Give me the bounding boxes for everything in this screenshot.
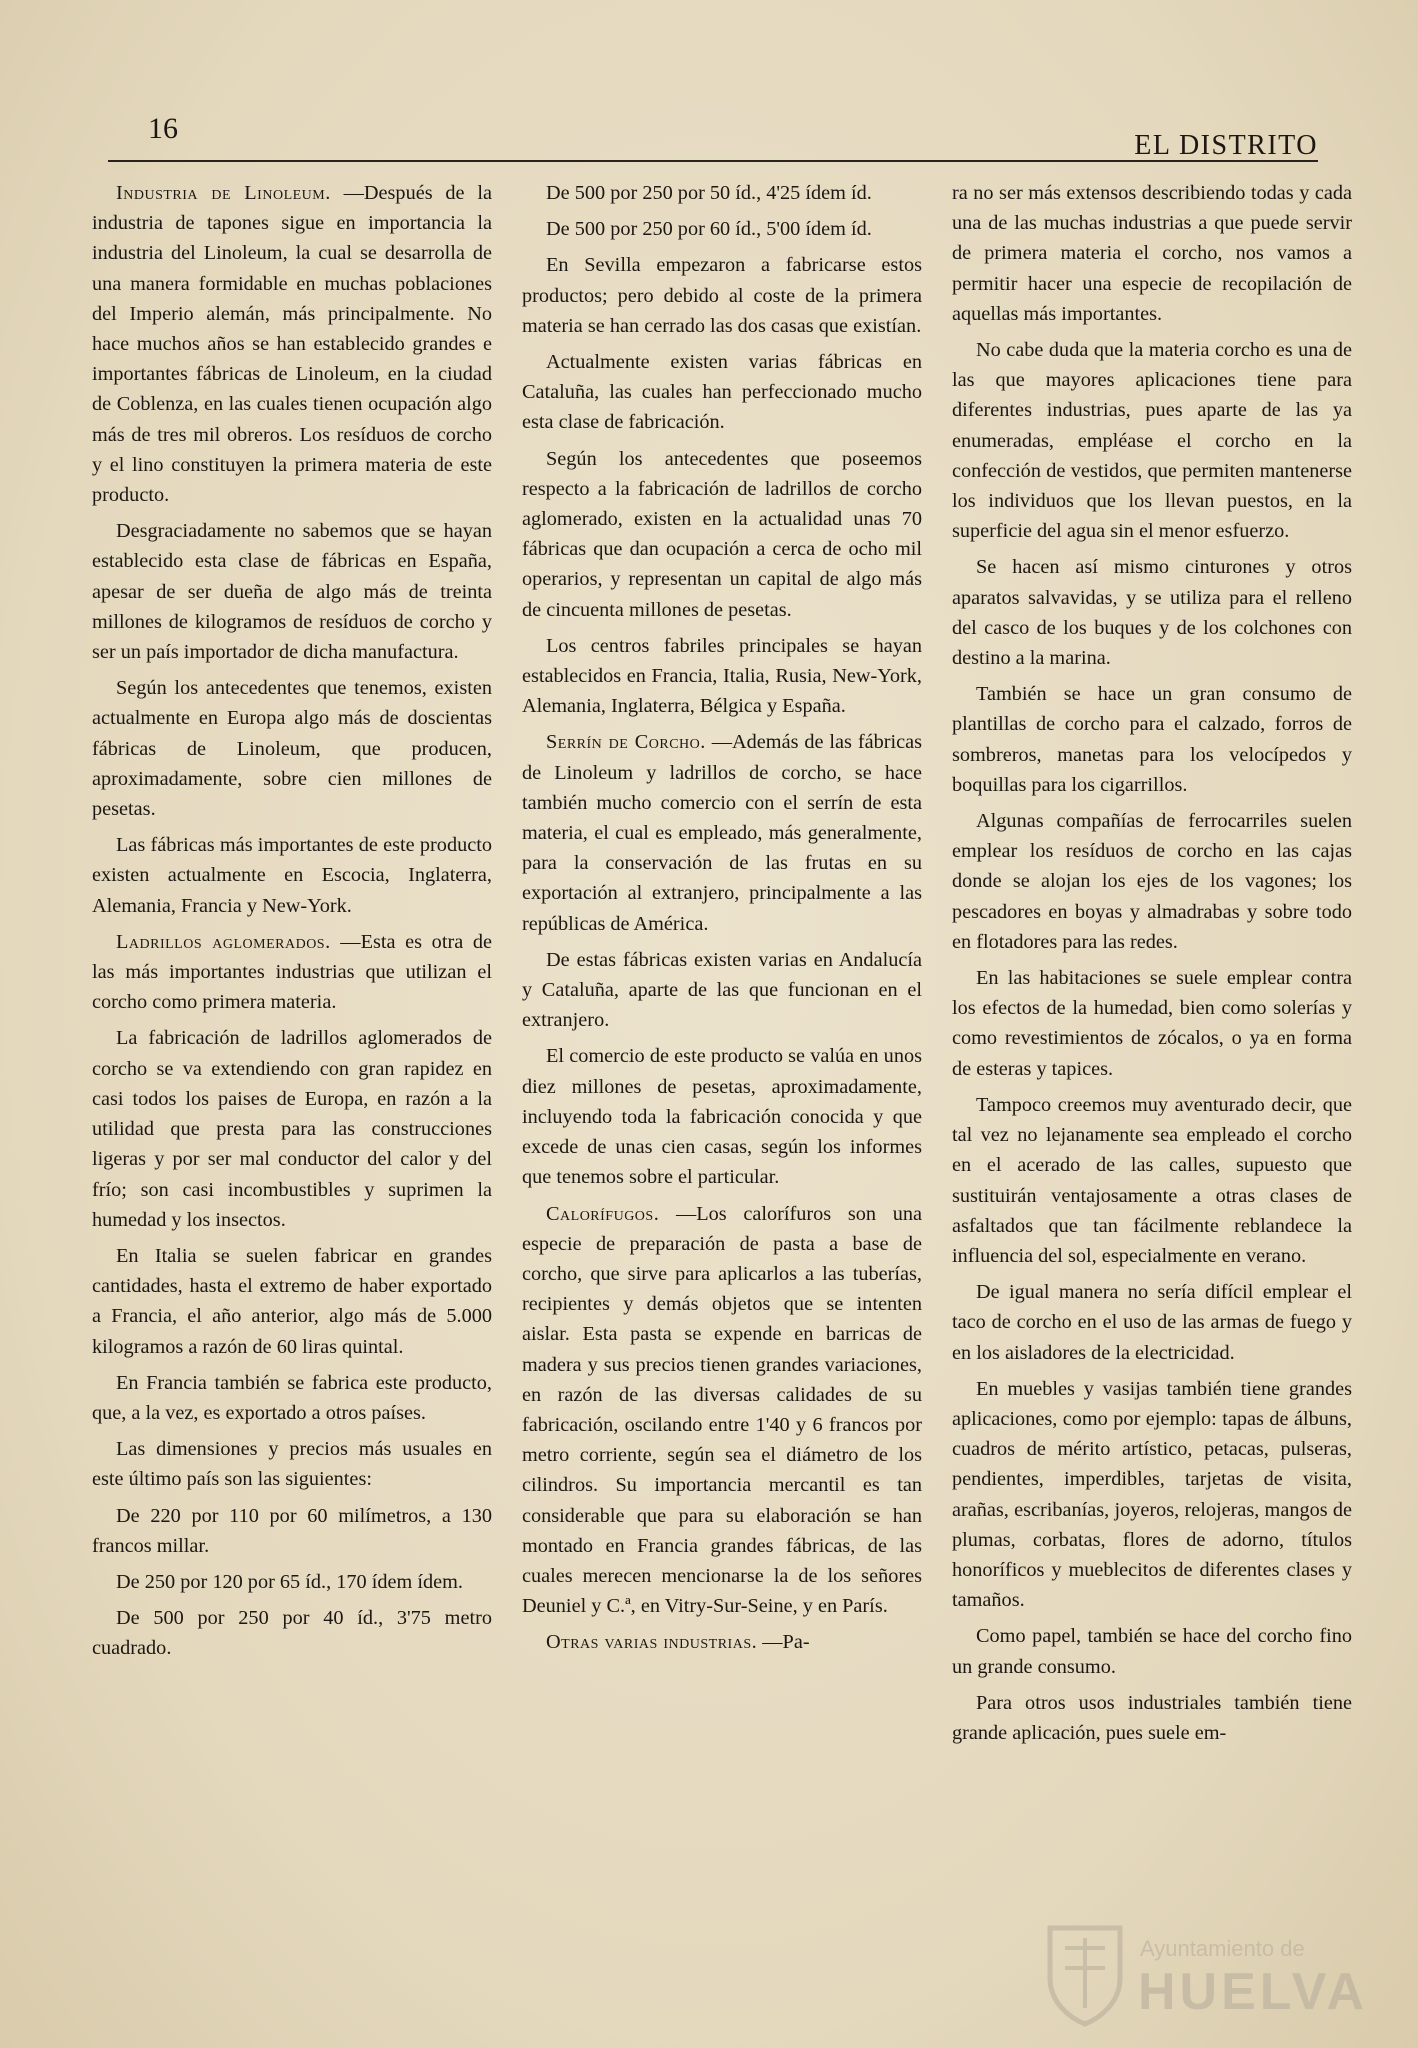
paragraph-text: De 220 por 110 por 60 milímetros, a 130 francos millar. xyxy=(92,1504,492,1557)
section-heading: Otras varias industrias. xyxy=(546,1631,758,1654)
paragraph xyxy=(92,830,492,921)
paragraph-text: El comercio de este producto se valúa en unos diez millones de pesetas, aproximadamente, incluyendo toda la fabricación conocida y que excede de unas cien casas, según los informes que tenemos sobre el particular. xyxy=(522,1045,922,1189)
paragraph xyxy=(92,1567,492,1597)
paragraph-text: No cabe duda que la materia corcho es una de las que mayores aplicaciones tiene para diferentes industrias, pues aparte de las ya enumeradas, empléase el corcho en la confección de vestidos, que permiten mantenerse los individuos que los llevan puestos, en la superficie del agua sin el menor esfuerzo. xyxy=(952,339,1352,543)
paragraph xyxy=(522,214,922,244)
section-heading: Calorífugos. xyxy=(546,1202,660,1225)
paragraph-text: Los centros fabriles principales se hayan establecidos en Francia, Italia, Rusia, New-York, Alemania, Inglaterra, Bélgica y España. xyxy=(522,634,922,718)
paragraph-text: Se hacen así mismo cinturones y otros aparatos salvavidas, y se utiliza para el relleno del casco de los buques y de los colchones con destino a la marina. xyxy=(952,556,1352,670)
paragraph-text: —Los calorífuros son una especie de preparación de pasta a base de corcho, que sirve para aplicarlos a las tuberías, recipientes y demás objetos que se intenten aislar. Esta pasta se expende en barricas de madera y sus precios tienen grandes variaciones, en razón de las diversas calidades de su fabricación, oscilando entre 1'40 y 6 francos por metro corriente, según sea el diámetro de los cilindros. Su importancia mercantil es tan considerable que para su elaboración se han montado en Francia grandes fábricas, de las cuales merecen mencionarse la de los señores Deuniel y C.ª, en Vitry-Sur-Seine, y en París. xyxy=(522,1202,922,1618)
paragraph-text: En muebles y vasijas también tiene grandes aplicaciones, como por ejemplo: tapas de álbuns, cuadros de mérito artístico, petacas, pulseras, pendientes, imperdibles, tarjetas de visita, arañas, escribanías, joyeros, relojeras, mangos de plumas, corbatas, flores de adorno, títulos honoríficos y mueblecitos de diferentes clases y tamaños. xyxy=(952,1377,1352,1612)
paragraph-text: En Francia también se fabrica este producto, que, a la vez, es exportado a otros países. xyxy=(92,1371,492,1424)
watermark-line-2: HUELVA xyxy=(1138,1963,1369,2021)
paragraph xyxy=(952,806,1352,957)
paragraph xyxy=(952,335,1352,546)
paragraph xyxy=(92,927,492,1018)
paragraph-text: Desgraciadamente no sabemos que se hayan establecido esta clase de fábricas en España, apesar de ser dueña de algo más de treinta millones de kilogramos de resíduos de corcho y ser un país importador de dicha manufactura. xyxy=(92,520,492,664)
text-column-3 xyxy=(952,178,1352,1754)
crest-icon xyxy=(1040,1918,1130,2028)
paragraph xyxy=(92,178,492,510)
publication-title: EL DISTRITO xyxy=(1134,130,1318,161)
paragraph xyxy=(92,1603,492,1663)
paragraph-text: Como papel, también se hace del corcho fino un grande consumo. xyxy=(952,1625,1352,1678)
paragraph xyxy=(952,552,1352,673)
paragraph-text: De igual manera no sería difícil emplear el taco de corcho en el uso de las armas de fuego y en los aisladores de la electricidad. xyxy=(952,1281,1352,1364)
paragraph xyxy=(92,1023,492,1234)
paragraph-text: —Después de la industria de tapones sigue en importancia la industria del Linoleum, la cual se desarrolla de una manera formidable en muchas poblaciones del Imperio alemán, más principalmente. No hace muchos años se han establecido grandes e importantes fábricas de Linoleum, en la ciudad de Coblenza, en las cuales tienen ocupación algo más de tres mil obreros. Los resíduos de corcho y el lino constituyen la primera materia de este producto. xyxy=(92,182,492,507)
paragraph-text: Para otros usos industriales también tiene grande aplicación, pues suele em- xyxy=(952,1691,1352,1744)
paragraph xyxy=(92,673,492,824)
paragraph xyxy=(522,1627,922,1657)
paragraph-text: De estas fábricas existen varias en Andalucía y Cataluña, aparte de las que funcionan en el extranjero. xyxy=(522,948,922,1032)
page-header xyxy=(108,108,1318,162)
paragraph-text: Según los antecedentes que poseemos respecto a la fabricación de ladrillos de corcho aglomerado, existen en la actualidad unas 70 fábricas que dan ocupación a cerca de ocho mil operarios, y representan un capital de algo más de cincuenta millones de pesetas. xyxy=(522,447,922,621)
section-heading: Ladrillos aglomerados. xyxy=(116,930,331,953)
paragraph-text: —Esta es otra de las más importantes industrias que utilizan el corcho como primera materia. xyxy=(92,930,492,1014)
paragraph xyxy=(522,444,922,625)
paragraph xyxy=(92,516,492,667)
paragraph-text: Tampoco creemos muy aventurado decir, que tal vez no lejanamente sea empleado el corcho en el acerado de las calles, supuesto que sustituirán ventajosamente a otras clases de asfaltados que tan fácilmente reblandece la influencia del sol, especialmente en verano. xyxy=(952,1093,1352,1267)
paragraph-text: De 250 por 120 por 65 íd., 170 ídem ídem. xyxy=(116,1570,463,1593)
paragraph xyxy=(952,1277,1352,1368)
paragraph xyxy=(522,945,922,1036)
paragraph-text: En Sevilla empezaron a fabricarse estos productos; pero debido al coste de la primera materia se han cerrado las dos casas que existían. xyxy=(522,254,922,337)
paragraph-text: Según los antecedentes que tenemos, existen actualmente en Europa algo más de doscientas fábricas de Linoleum, que producen, aproximadamente, sobre cien millones de pesetas. xyxy=(92,677,492,821)
section-heading: Industria de Linoleum. xyxy=(116,182,331,204)
paragraph xyxy=(92,1241,492,1362)
paragraph-text: Las fábricas más importantes de este producto existen actualmente en Escocia, Inglaterra, Alemania, Francia y New-York. xyxy=(92,834,492,917)
paragraph xyxy=(952,963,1352,1084)
paragraph-text: De 500 por 250 por 40 íd., 3'75 metro cuadrado. xyxy=(92,1607,492,1660)
paragraph xyxy=(952,679,1352,800)
paragraph-text: Actualmente existen varias fábricas en Cataluña, las cuales han perfeccionado mucho esta clase de fabricación. xyxy=(522,351,922,434)
paragraph-text: De 500 por 250 por 60 íd., 5'00 ídem íd. xyxy=(546,218,872,241)
paragraph xyxy=(522,631,922,722)
paragraph xyxy=(952,1621,1352,1681)
paragraph xyxy=(92,1501,492,1561)
paragraph xyxy=(952,1374,1352,1616)
paragraph-text: Algunas compañías de ferrocarriles suelen emplear los resíduos de corcho en las cajas donde se alojan los ejes de los vagones; los pescadores en boyas y almadrabas y sobre todo en flotadores para las redes. xyxy=(952,810,1352,953)
text-column-2 xyxy=(522,178,922,1664)
paragraph xyxy=(522,1199,922,1622)
paragraph-text: —Pa- xyxy=(757,1631,810,1654)
paragraph xyxy=(522,178,922,208)
paragraph-text: En Italia se suelen fabricar en grandes cantidades, hasta el extremo de haber exportado a Francia, el año anterior, algo más de 5.000 kilogramos a razón de 60 liras quintal. xyxy=(92,1244,492,1358)
paragraph xyxy=(952,1090,1352,1271)
paragraph-text: También se hace un gran consumo de plantillas de corcho para el calzado, forros de sombreros, manetas para los velocípedos y boquillas para los cigarrillos. xyxy=(952,683,1352,796)
text-column-1 xyxy=(92,178,492,1670)
paragraph xyxy=(92,1434,492,1494)
paragraph-text: ra no ser más extensos describiendo todas y cada una de las muchas industrias a que puede servir de primera materia el corcho, nos vamos a permitir hacer una especie de recopilación de aquellas más importantes. xyxy=(952,182,1352,325)
archive-watermark xyxy=(1040,1918,1370,2028)
paragraph-text: De 500 por 250 por 50 íd., 4'25 ídem íd. xyxy=(546,182,872,204)
paragraph xyxy=(952,178,1352,329)
paragraph xyxy=(92,1368,492,1428)
paragraph-text: La fabricación de ladrillos aglomerados de corcho se va extendiendo con gran rapidez en casi todos los paises de Europa, en razón a la utilidad que presta para las construcciones ligeras y por ser mal conductor del calor y del frío; son casi incombustibles y suprimen la humedad y los insectos. xyxy=(92,1027,492,1231)
paragraph xyxy=(522,250,922,341)
section-heading: Serrín de Corcho. xyxy=(546,731,706,754)
paragraph-text: En las habitaciones se suele emplear contra los efectos de la humedad, bien como solerías y como revestimientos de zócalos, o ya en forma de esteras y tapices. xyxy=(952,967,1352,1080)
page-number: 16 xyxy=(148,112,178,145)
watermark-line-1: Ayuntamiento de xyxy=(1140,1936,1305,1961)
paragraph-text: —Además de las fábricas de Linoleum y ladrillos de corcho, se hace también mucho comercio con el serrín de esta materia, el cual es empleado, más generalmente, para la conservación de las frutas en su exportación al extranjero, principalmente a las repúblicas de América. xyxy=(522,731,923,935)
paragraph xyxy=(952,1688,1352,1748)
paragraph xyxy=(522,347,922,438)
paragraph xyxy=(522,1041,922,1192)
paragraph-text: Las dimensiones y precios más usuales en este último país son las siguientes: xyxy=(92,1438,492,1491)
paragraph xyxy=(522,727,922,938)
